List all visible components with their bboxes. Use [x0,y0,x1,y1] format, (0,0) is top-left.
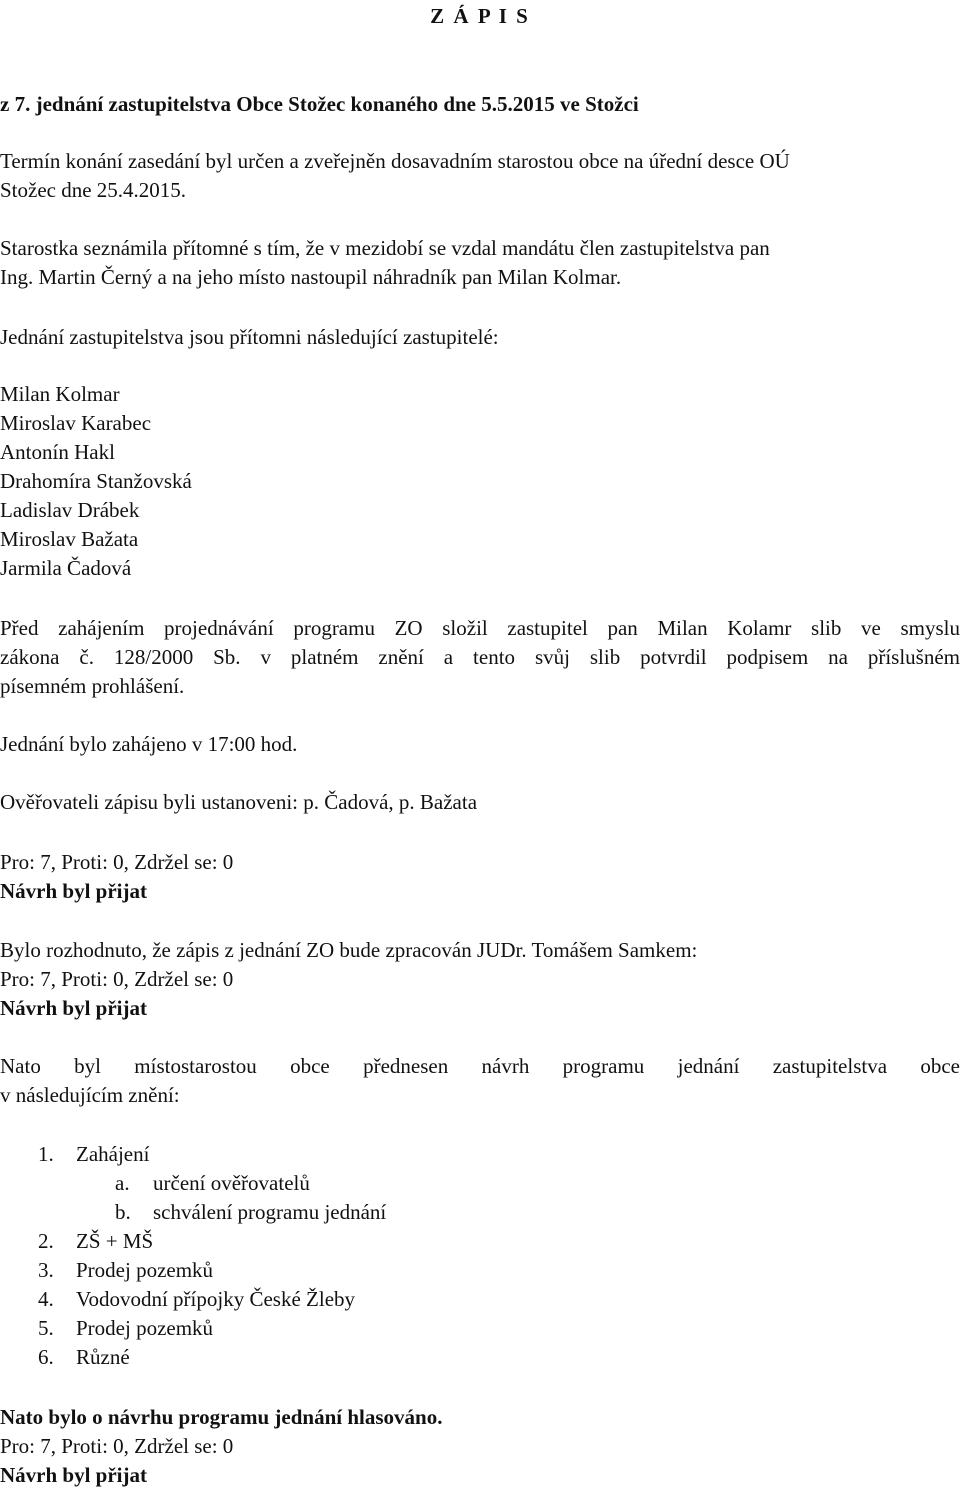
accepted-label: Návrh byl přijat [0,1463,147,1487]
program-item-number: 4. [38,1287,54,1311]
paragraph-line: Stožec dne 25.4.2015. [0,178,187,202]
program-item [0,1227,960,1256]
program-item-number: 1. [38,1142,54,1166]
member-name: Miroslav Bažata [0,527,139,551]
vote-result: Pro: 7, Proti: 0, Zdržel se: 0 [0,850,234,874]
present-intro: Jednání zastupitelstva jsou přítomni následující zastupitelé: [0,325,499,349]
start-time: Jednání bylo zahájeno v 17:00 hod. [0,732,298,756]
paragraph-line: Starostka seznámila přítomné s tím, že v mezidobí se vzdal mandátu člen zastupitelstva pan [0,236,770,260]
program-item-number: 6. [38,1345,54,1369]
program-intro-line: v následujícím znění: [0,1083,180,1107]
member-name: Miroslav Karabec [0,411,152,435]
program-item [0,1140,960,1169]
program-subitem [0,1169,960,1198]
program-intro-line: Nato byl místostarostou obce přednesen návrh programu jednání zastupitelstva obce [0,1054,960,1078]
oath-line: zákona č. 128/2000 Sb. v platném znění a tento svůj slib potvrdil podpisem na příslušném [0,645,960,669]
program-item-label: ZŠ + MŠ [76,1229,154,1253]
paragraph-line: Termín konání zasedání byl určen a zveřejněn dosavadním starostou obce na úřední desce OÚ [0,149,790,173]
member-name: Drahomíra Stanžovská [0,469,192,493]
program-item-label: Zahájení [76,1142,150,1166]
accepted-label: Návrh byl přijat [0,996,147,1020]
program-item-number: a. [115,1171,130,1195]
vote-result: Pro: 7, Proti: 0, Zdržel se: 0 [0,967,234,991]
program-item-label: Prodej pozemků [76,1258,214,1282]
paragraph-line: Ing. Martin Černý a na jeho místo nastoupil náhradník pan Milan Kolmar. [0,265,622,289]
document-subtitle: z 7. jednání zastupitelstva Obce Stožec konaného dne 5.5.2015 ve Stožci [0,92,639,116]
program-item-label: Různé [76,1345,130,1369]
accepted-label: Návrh byl přijat [0,879,147,903]
member-name: Jarmila Čadová [0,556,132,580]
program-vote-heading: Nato bylo o návrhu programu jednání hlasováno. [0,1405,443,1429]
oath-line: písemném prohlášení. [0,674,185,698]
vote-result: Pro: 7, Proti: 0, Zdržel se: 0 [0,1434,234,1458]
program-item-label: Prodej pozemků [76,1316,214,1340]
program-item [0,1285,960,1314]
member-name: Milan Kolmar [0,382,120,406]
program-item-number: 5. [38,1316,54,1340]
program-item [0,1343,960,1372]
program-item [0,1256,960,1285]
member-name: Antonín Hakl [0,440,115,464]
program-item-number: 3. [38,1258,54,1282]
program-item-number: b. [115,1200,131,1224]
recorder-decision: Bylo rozhodnuto, že zápis z jednání ZO bude zpracován JUDr. Tomášem Samkem: [0,938,698,962]
oath-line: Před zahájením projednávání programu ZO složil zastupitel pan Milan Kolamr slib ve smyslu [0,616,960,640]
document-title: Z Á P I S [430,4,530,28]
program-item-label: schválení programu jednání [153,1200,387,1224]
program-item [0,1314,960,1343]
verifiers: Ověřovateli zápisu byli ustanoveni: p. Čadová, p. Bažata [0,790,478,814]
program-item-label: určení ověřovatelů [153,1171,310,1195]
program-item-number: 2. [38,1229,54,1253]
member-name: Ladislav Drábek [0,498,140,522]
program-item-label: Vodovodní přípojky České Žleby [76,1287,356,1311]
program-subitem [0,1198,960,1227]
